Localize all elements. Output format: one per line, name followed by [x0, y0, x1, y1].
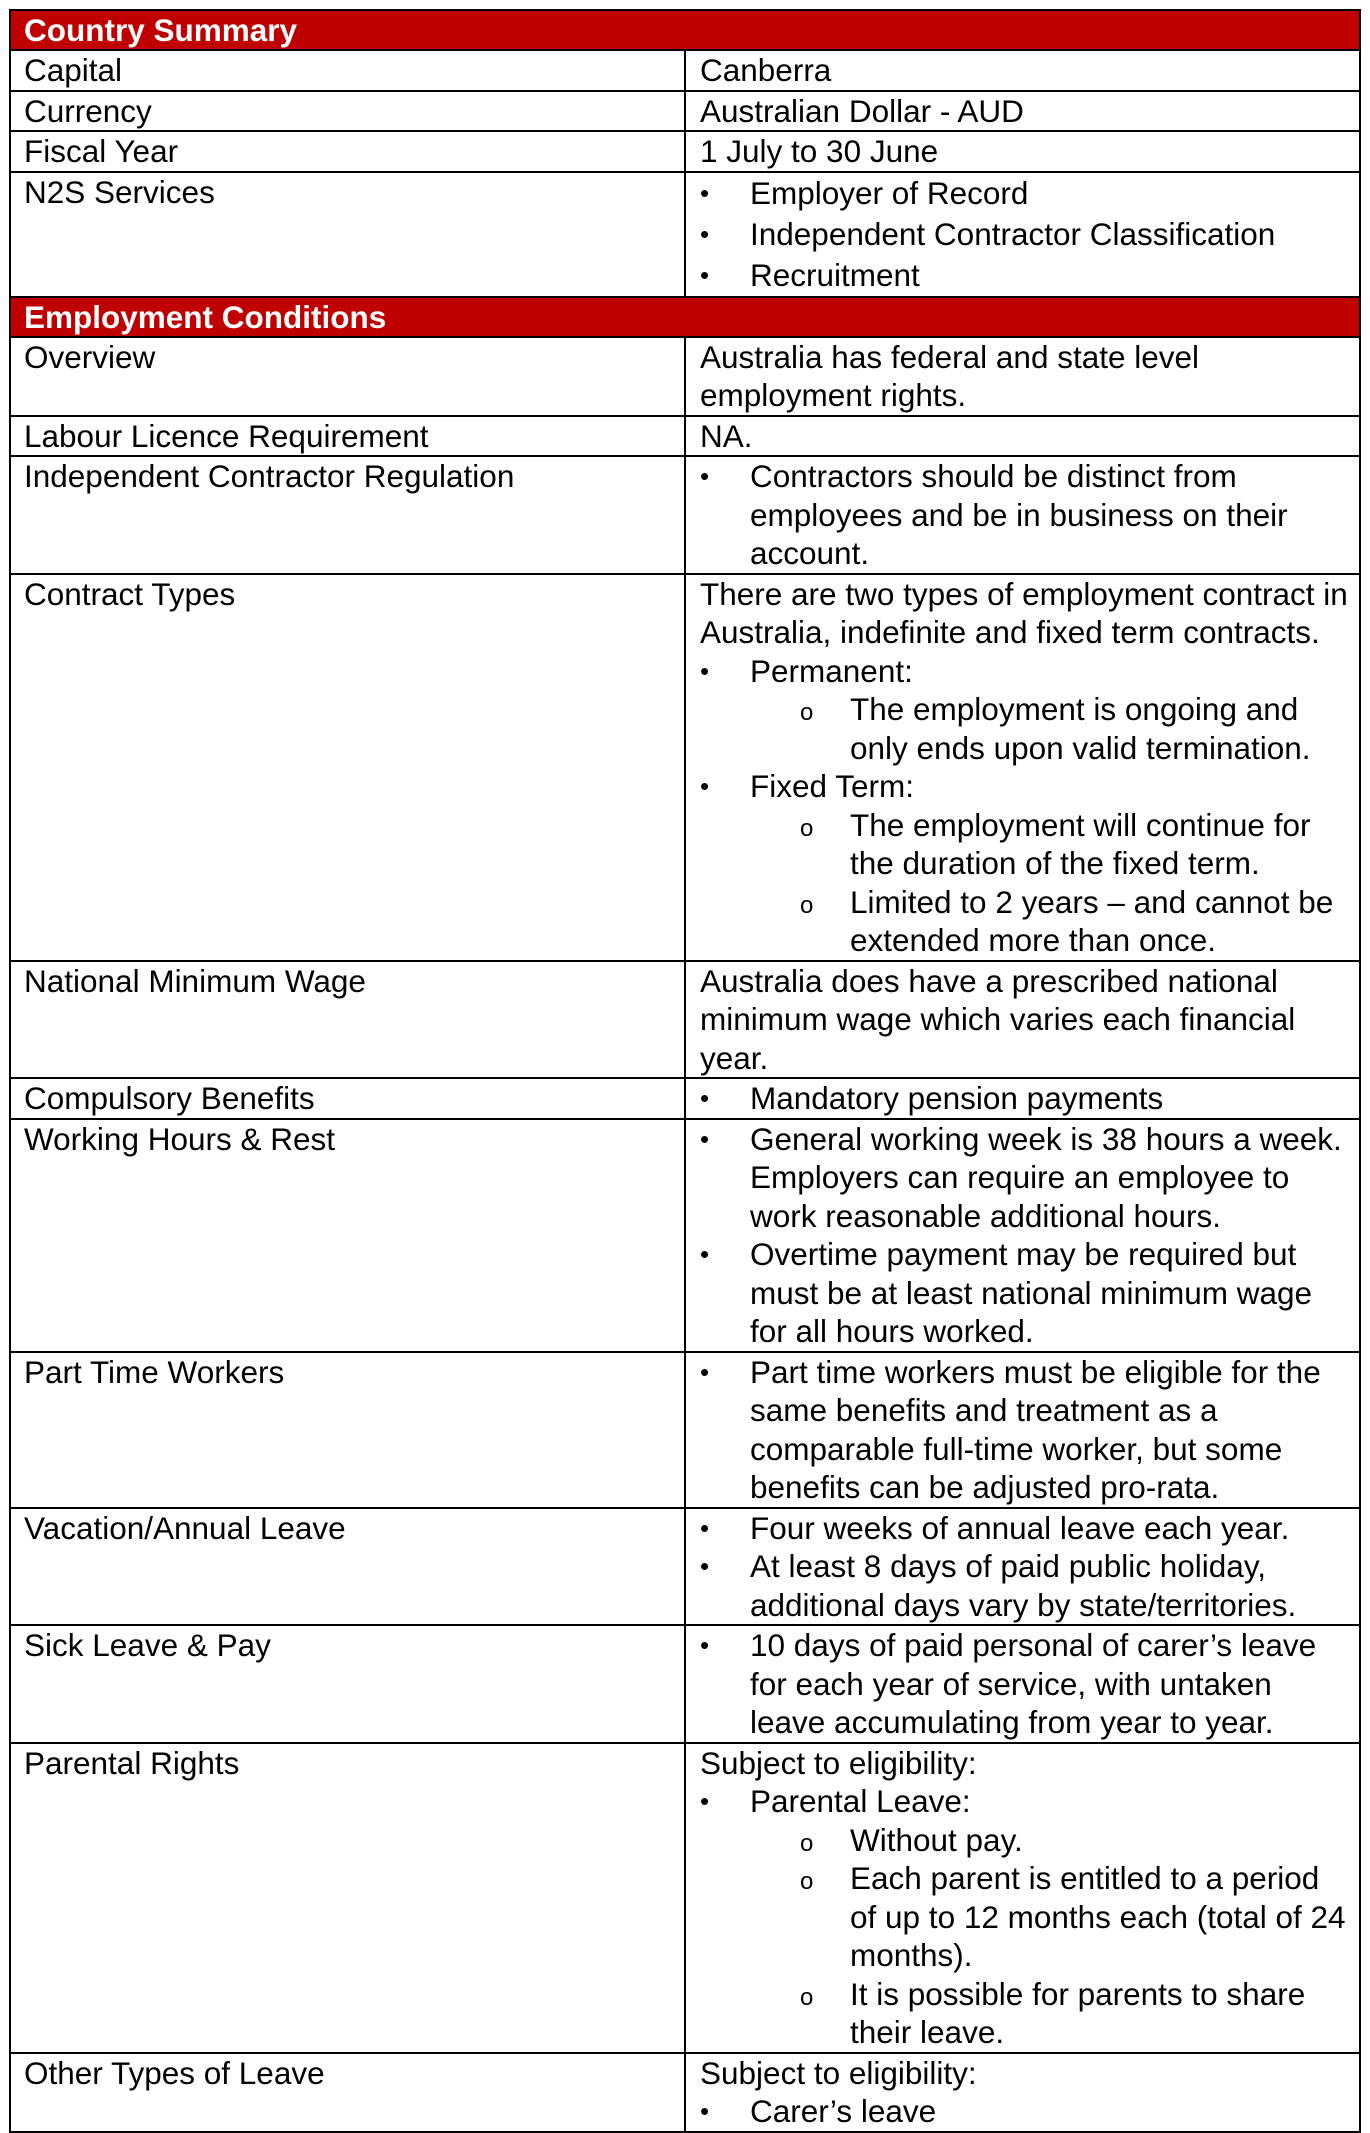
- section-header-employment-conditions: [10, 297, 1360, 337]
- other-leave-label: Other Types of Leave: [10, 2053, 685, 2132]
- working-hours-value: [685, 1119, 1360, 1352]
- independent-contractor-value: [685, 456, 1360, 574]
- sub-list-item: o Each parent is entitled to a period of up to 12 months each (total of 24 months).: [750, 1859, 1351, 1975]
- country-table: [9, 9, 1361, 2133]
- list-item: • Carer’s leave: [700, 2092, 1351, 2131]
- list-item: • Contractors should be distinct from employees and be in business on their account.: [700, 457, 1351, 573]
- row-compulsory-benefits: [10, 1078, 1360, 1119]
- vacation-value: [685, 1508, 1360, 1626]
- fiscal-year-value: 1 July to 30 June: [685, 131, 1360, 172]
- list-item: • Mandatory pension payments: [700, 1079, 1351, 1118]
- minimum-wage-value: Australia does have a prescribed national minimum wage which varies each financial year.: [685, 961, 1360, 1079]
- list-item: • Employer of Record: [700, 173, 1351, 214]
- sub-list-item: o The employment is ongoing and only ends upon valid termination.: [750, 690, 1351, 767]
- row-n2s-services: [10, 172, 1360, 297]
- independent-contractor-label: Independent Contractor Regulation: [10, 456, 685, 574]
- row-working-hours: [10, 1119, 1360, 1352]
- contract-types-value: [685, 574, 1360, 961]
- row-overview: [10, 337, 1360, 416]
- row-currency: [10, 91, 1360, 132]
- currency-value: Australian Dollar - AUD: [685, 91, 1360, 132]
- part-time-value: [685, 1352, 1360, 1508]
- sick-leave-label: Sick Leave & Pay: [10, 1625, 685, 1743]
- list-item: • Four weeks of annual leave each year.: [700, 1509, 1351, 1548]
- contract-types-label: Contract Types: [10, 574, 685, 961]
- row-sick-leave: [10, 1625, 1360, 1743]
- compulsory-benefits-value: [685, 1078, 1360, 1119]
- list-item: • Part time workers must be eligible for the same benefits and treatment as a comparable full-time worker, but some benefits can be adjusted pro-rata.: [700, 1353, 1351, 1507]
- sick-leave-value: [685, 1625, 1360, 1743]
- row-contract-types: [10, 574, 1360, 961]
- row-parental-rights: [10, 1743, 1360, 2053]
- part-time-label: Part Time Workers: [10, 1352, 685, 1508]
- row-minimum-wage: [10, 961, 1360, 1079]
- row-fiscal-year: [10, 131, 1360, 172]
- parental-rights-value: [685, 1743, 1360, 2053]
- list-item: • General working week is 38 hours a week. Employers can require an employee to work reasonable additional hours.: [700, 1120, 1351, 1236]
- overview-value: Australia has federal and state level employment rights.: [685, 337, 1360, 416]
- sub-list-item: o Without pay.: [750, 1821, 1351, 1860]
- n2s-services-value: [685, 172, 1360, 297]
- sub-list-item: o It is possible for parents to share their leave.: [750, 1975, 1351, 2052]
- overview-label: Overview: [10, 337, 685, 416]
- other-leave-value: [685, 2053, 1360, 2132]
- minimum-wage-label: National Minimum Wage: [10, 961, 685, 1079]
- country-summary-header: Country Summary: [10, 10, 1360, 50]
- currency-label: Currency: [10, 91, 685, 132]
- section-header-country-summary: [10, 10, 1360, 50]
- n2s-services-label: N2S Services: [10, 172, 685, 297]
- working-hours-label: Working Hours & Rest: [10, 1119, 685, 1352]
- list-item: [700, 767, 1351, 960]
- compulsory-benefits-label: Compulsory Benefits: [10, 1078, 685, 1119]
- labour-licence-value: NA.: [685, 416, 1360, 457]
- list-item: • At least 8 days of paid public holiday, additional days vary by state/territories.: [700, 1547, 1351, 1624]
- country-summary-document: [9, 9, 1361, 2133]
- row-labour-licence: [10, 416, 1360, 457]
- contract-types-intro: There are two types of employment contract in Australia, indefinite and fixed term contracts.: [700, 575, 1348, 650]
- vacation-label: Vacation/Annual Leave: [10, 1508, 685, 1626]
- capital-value: Canberra: [685, 50, 1360, 91]
- list-item: • Recruitment: [700, 255, 1351, 296]
- fiscal-year-label: Fiscal Year: [10, 131, 685, 172]
- parental-leave-title: Parental Leave:: [750, 1783, 971, 1819]
- row-vacation: [10, 1508, 1360, 1626]
- list-item: [700, 1782, 1351, 2052]
- employment-conditions-header: Employment Conditions: [10, 297, 1360, 337]
- sub-list-item: o Limited to 2 years – and cannot be extended more than once.: [750, 883, 1351, 960]
- list-item: • Independent Contractor Classification: [700, 214, 1351, 255]
- permanent-title: Permanent:: [750, 652, 913, 689]
- parental-rights-label: Parental Rights: [10, 1743, 685, 2053]
- other-leave-intro: Subject to eligibility:: [700, 2054, 977, 2091]
- sub-list-item: o The employment will continue for the duration of the fixed term.: [750, 806, 1351, 883]
- row-part-time: [10, 1352, 1360, 1508]
- list-item: • 10 days of paid personal of carer’s leave for each year of service, with untaken leave accumulating from year to year.: [700, 1626, 1351, 1742]
- row-capital: [10, 50, 1360, 91]
- list-item: • Overtime payment may be required but must be at least national minimum wage for all hours worked.: [700, 1235, 1351, 1351]
- row-independent-contractor: [10, 456, 1360, 574]
- labour-licence-label: Labour Licence Requirement: [10, 416, 685, 457]
- parental-rights-intro: Subject to eligibility:: [700, 1744, 977, 1781]
- list-item: [700, 652, 1351, 768]
- row-other-leave: [10, 2053, 1360, 2132]
- fixed-term-title: Fixed Term:: [750, 768, 914, 804]
- capital-label: Capital: [10, 50, 685, 91]
